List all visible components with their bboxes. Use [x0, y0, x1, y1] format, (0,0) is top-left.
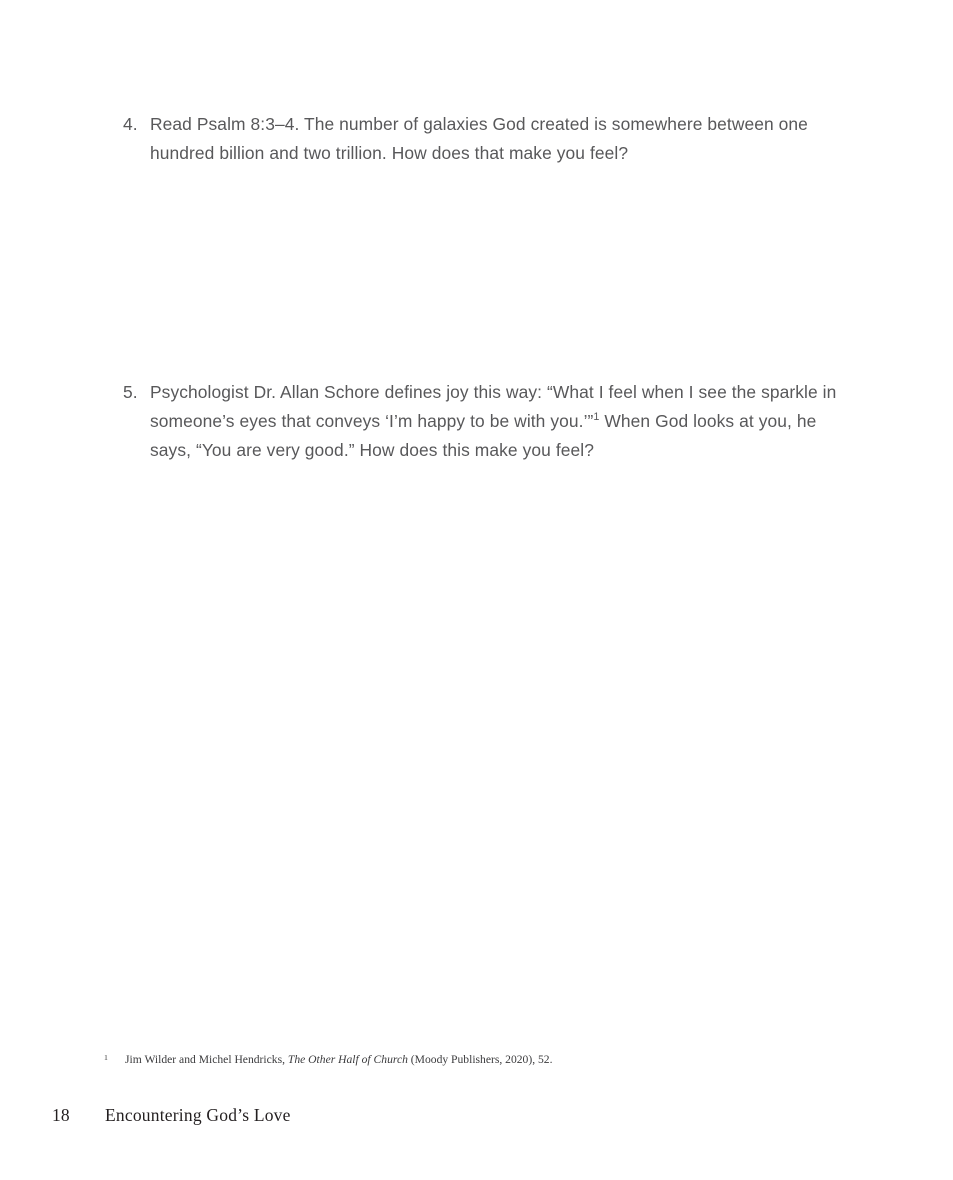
- footnote-publication: (Moody Publishers, 2020), 52.: [407, 1053, 553, 1066]
- footnote-reference-marker[interactable]: 1: [593, 411, 600, 424]
- question-number: 5.: [123, 382, 138, 402]
- footnote-author: Jim Wilder and Michel Hendricks,: [125, 1053, 288, 1066]
- page-number: 18: [52, 1105, 70, 1125]
- footnote-text: [125, 1052, 804, 1068]
- question-text-part-1: Psychologist Dr. Allan Schore defines joy this way: “What I feel when I see the sparkle in someone’s eyes that conveys ‘I’m happy to be with you.’”: [150, 382, 837, 431]
- footnote: [104, 1052, 804, 1068]
- question-item-5: [123, 378, 843, 465]
- footnote-book-title: The Other Half of Church: [287, 1053, 408, 1066]
- question-text: Read Psalm 8:3–4. The number of galaxies God created is somewhere between one hundred billion and two trillion. How does that make you feel?: [150, 114, 808, 163]
- answer-space-question-4: [123, 168, 843, 378]
- page-footer: [52, 1105, 812, 1126]
- question-number: 4.: [123, 114, 138, 134]
- question-list: [123, 110, 843, 465]
- question-text: [150, 378, 843, 465]
- footnote-marker: 1: [104, 1053, 108, 1062]
- question-text-part-2: When God looks at you, he says, “You are very good.” How does this make you feel?: [150, 411, 817, 460]
- running-title: Encountering God’s Love: [105, 1105, 291, 1125]
- question-item-4: [123, 110, 843, 168]
